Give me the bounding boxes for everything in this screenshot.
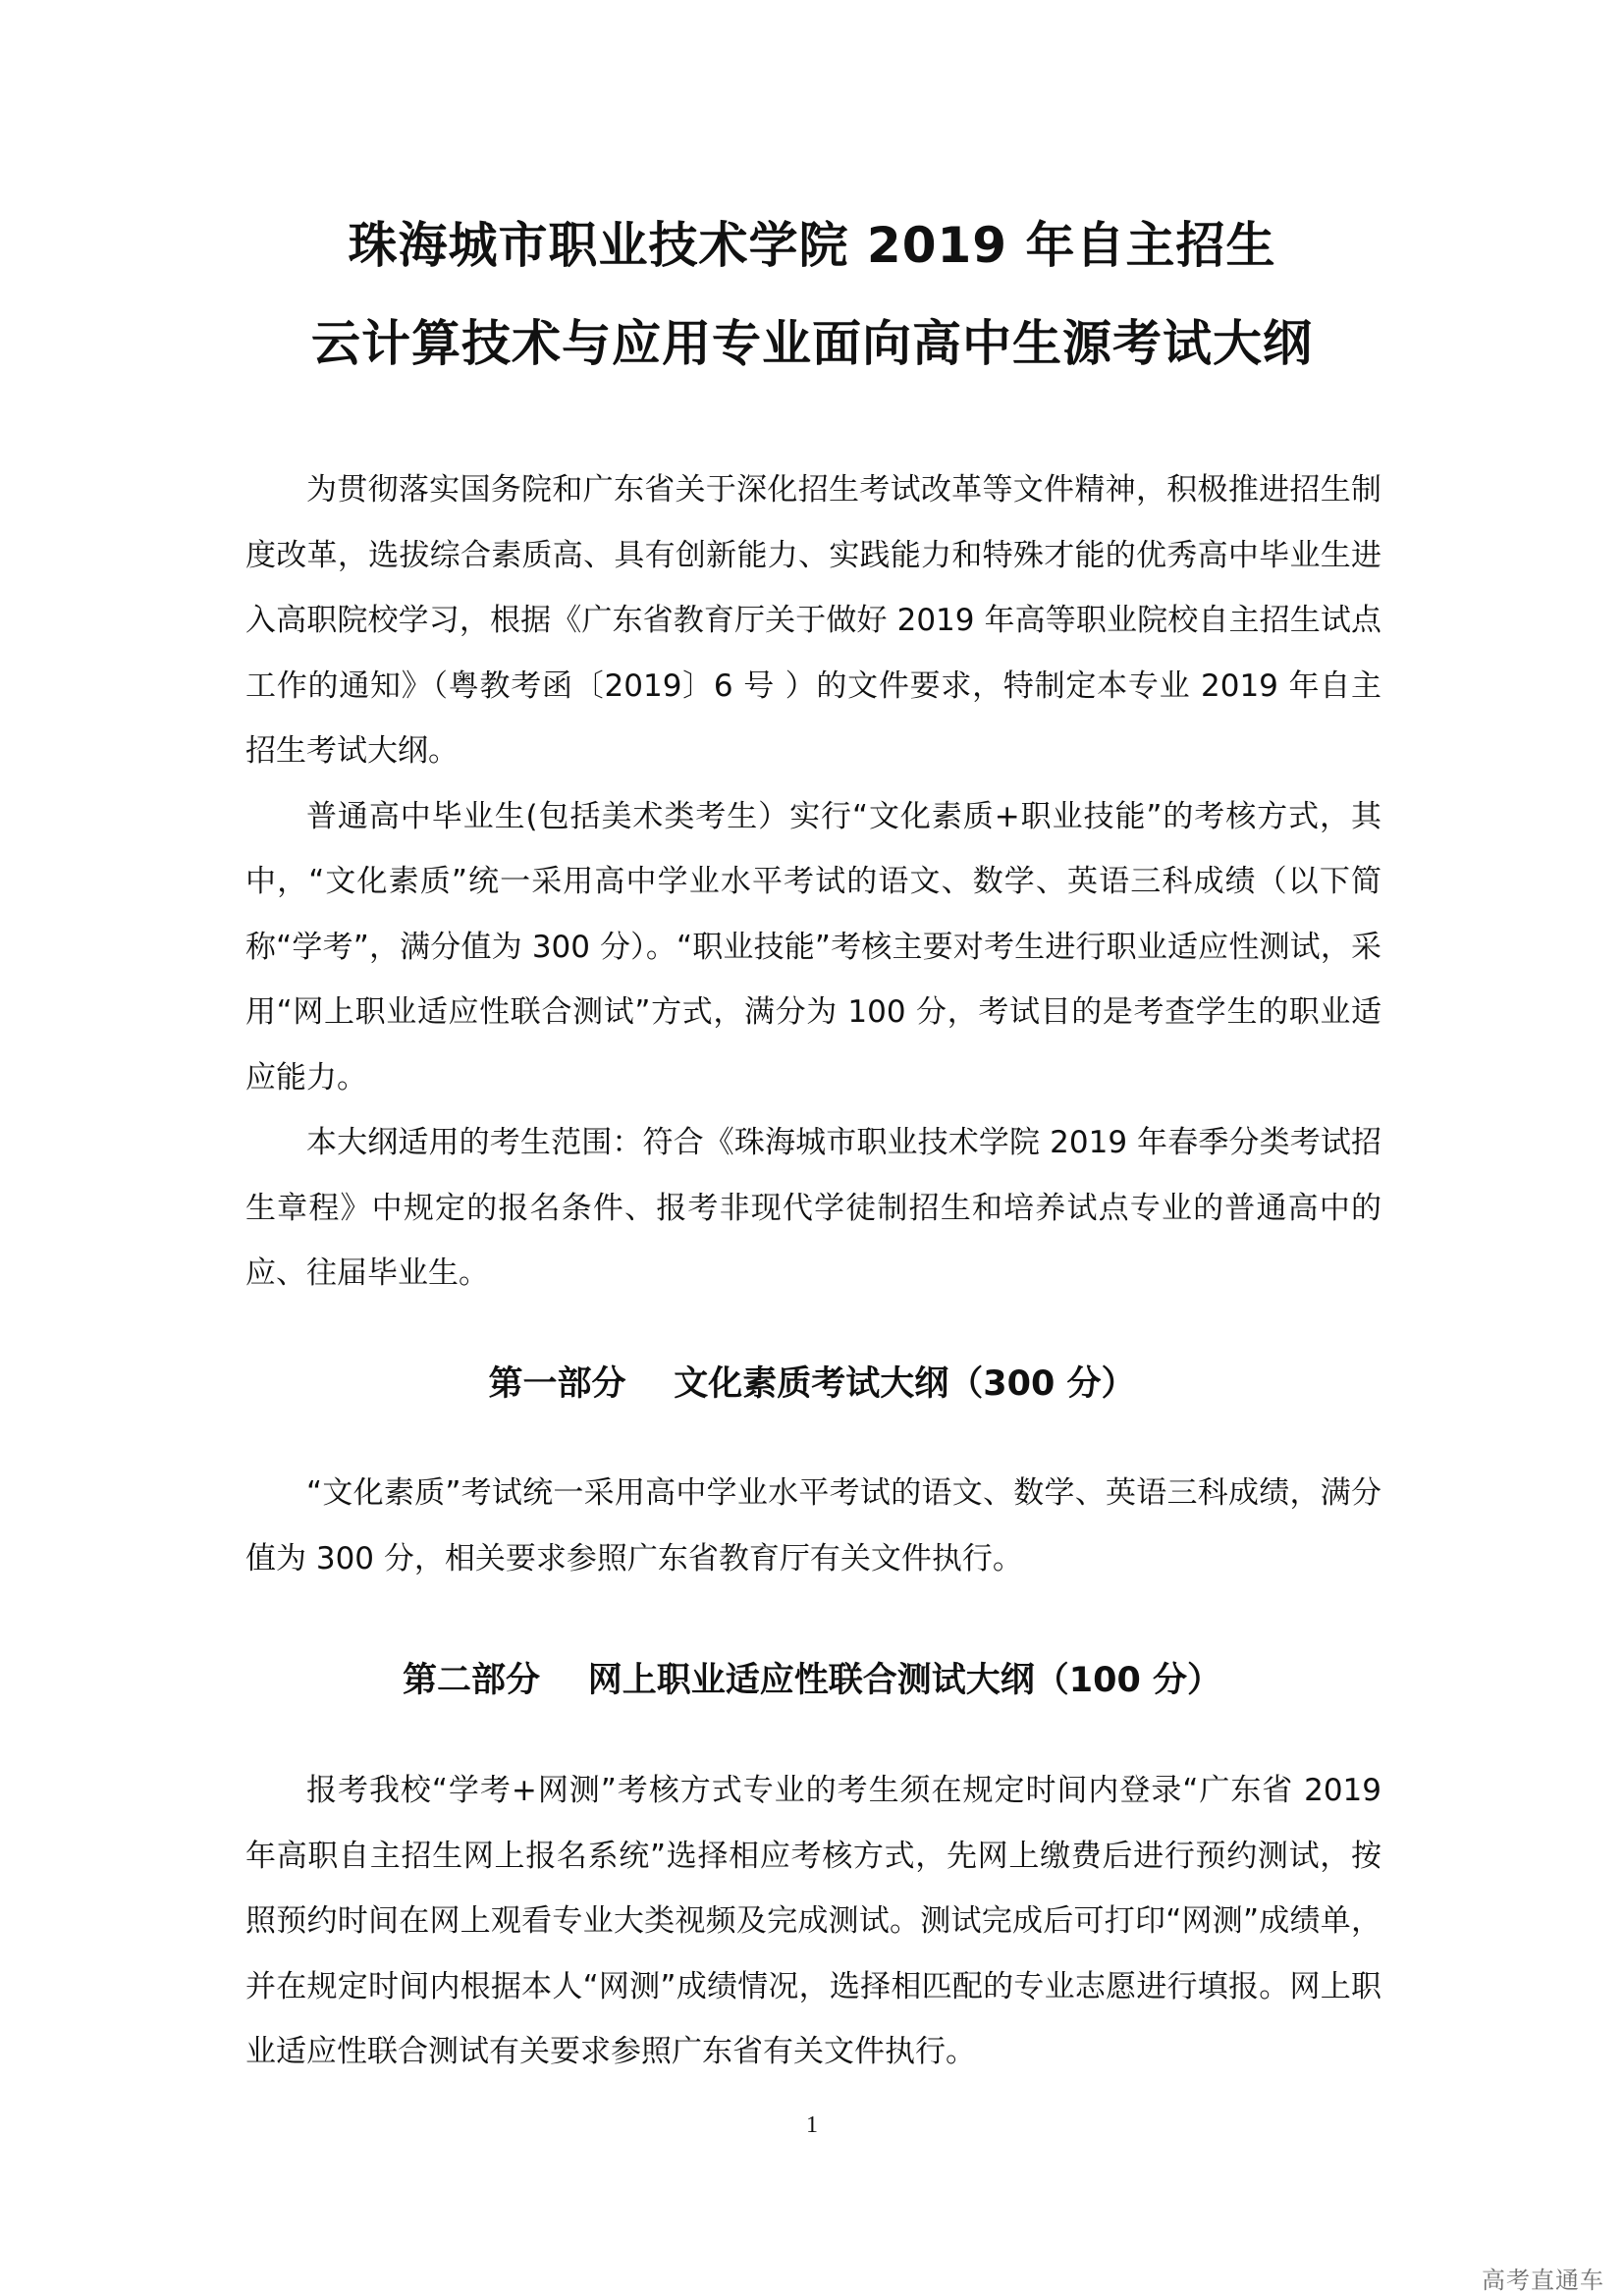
title-line-1: 珠海城市职业技术学院 2019 年自主招生 [348, 217, 1276, 274]
title-line-2: 云计算技术与应用专业面向高中生源考试大纲 [311, 315, 1313, 372]
watermark: 高考直通车 [1482, 2267, 1604, 2294]
part1-section [245, 1461, 1381, 1591]
intro-paragraph-1: 为贯彻落实国务院和广东省关于深化招生考试改革等文件精神，积极推进招生制度改革，选拔综合素质高、具有创新能力、实践能力和特殊才能的优秀高中毕业生进入高职院校学习，根据《广东省教育厅关于做好 2019 年高等职业院校自主招生试点工作的通知》（粤教考函〔2019〕6 号 ）的文件要求，特制定本专业 2019 年自主招生考试大纲。 [245, 472, 1381, 769]
intro-paragraph-2: 普通高中毕业生(包括美术类考生）实行“文化素质+职业技能”的考核方式，其中，“文化素质”统一采用高中学业水平考试的语文、数学、英语三科成绩（以下简称“学考”，满分值为 300 分）。“职业技能”考核主要对考生进行职业适应性测试，采用“网上职业适应性联合测试”方式，满分为 100 分，考试目的是考查学生的职业适应能力。 [245, 798, 1381, 1095]
part1-heading: 第一部分 文化素质考试大纲（300 分） [488, 1364, 1136, 1404]
part1-paragraph-1: “文化素质”考试统一采用高中学业水平考试的语文、数学、英语三科成绩，满分值为 300 分，相关要求参照广东省教育厅有关文件执行。 [245, 1475, 1381, 1576]
part2-section [245, 1758, 1381, 2085]
intro-section [245, 457, 1381, 1307]
part2-heading: 第二部分 网上职业适应性联合测试大纲（100 分） [403, 1661, 1221, 1700]
intro-paragraph-3: 本大纲适用的考生范围：符合《珠海城市职业技术学院 2019 年春季分类考试招生章程》中规定的报名条件、报考非现代学徒制招生和培养试点专业的普通高中的应、往届毕业生。 [245, 1125, 1381, 1291]
page-number: 1 [806, 2112, 818, 2138]
part2-paragraph-1: 报考我校“学考+网测”考核方式专业的考生须在规定时间内登录“广东省 2019 年高职自主招生网上报名系统”选择相应考核方式，先网上缴费后进行预约测试，按照预约时间在网上观看专业大类视频及完成测试。测试完成后可打印“网测”成绩单，并在规定时间内根据本人“网测”成绩情况，选择相匹配的专业志愿进行填报。网上职业适应性联合测试有关要求参照广东省有关文件执行。 [245, 1773, 1381, 2069]
document-title [0, 196, 1624, 393]
